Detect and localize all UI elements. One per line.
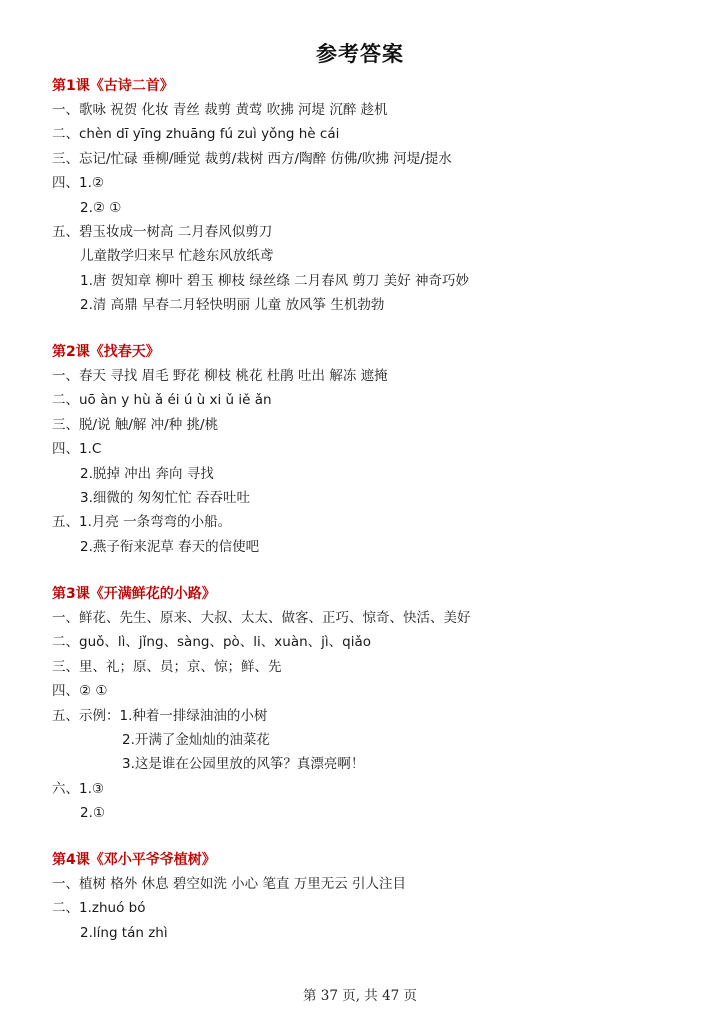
lesson-heading: 第2课《找春天》 — [52, 344, 160, 360]
answer-row: 五、示例：1.种着一排绿油油的小树 — [52, 707, 268, 724]
answer-row: 一、春天 寻找 眉毛 野花 柳枝 桃花 杜鹃 吐出 解冻 遮掩 — [52, 368, 388, 384]
answer-row: 2.开满了金灿灿的油菜花 — [122, 731, 270, 748]
answer-row: 六、1.③ — [52, 780, 104, 797]
lesson-heading: 第4课《邓小平爷爷植树》 — [52, 852, 216, 868]
lesson-3 — [52, 582, 692, 826]
answer-row: 2.清 高鼎 早春二月轻快明丽 儿童 放风筝 生机勃勃 — [80, 297, 385, 314]
answer-row: 2.① — [80, 805, 105, 822]
page-title: 参考答案 — [316, 42, 404, 66]
answer-row: 3.细微的 匆匆忙忙 吞吞吐吐 — [80, 489, 250, 506]
answer-row: 二、guǒ、lì、jǐng、sàng、pò、li、xuàn、jì、qiǎo — [52, 634, 372, 651]
lesson-2 — [52, 340, 692, 559]
answer-row: 2.líng tán zhì — [80, 924, 168, 941]
answer-row: 四、1.C — [52, 441, 102, 458]
answer-row: 一、鲜花、先生、原来、大叔、太太、做客、正巧、惊奇、快活、美好 — [52, 610, 471, 626]
answer-row: 3.这是谁在公园里放的风筝？真漂亮啊！ — [122, 756, 365, 773]
answer-row: 二、chèn dī yīng zhuāng fú zuì yǒng hè cái — [52, 126, 340, 143]
answer-row: 二、1.zhuó bó — [52, 900, 146, 917]
answer-row: 2.② ① — [80, 199, 122, 216]
answer-row: 二、uō àn y hù ǎ éi ú ù xi ǔ iě ǎn — [52, 392, 272, 409]
answer-row: 三、忘记/忙碌 垂柳/睡觉 裁剪/栽树 西方/陶醉 仿佛/吹拂 河堤/提水 — [52, 150, 452, 167]
answer-row: 四、② ① — [52, 683, 108, 700]
answer-row: 三、里、礼；原、员；京、惊；鲜、先 — [52, 658, 282, 675]
answer-row: 五、1.月亮 一条弯弯的小船。 — [52, 514, 232, 531]
answer-row: 一、植树 格外 休息 碧空如洗 小心 笔直 万里无云 引人注目 — [52, 876, 407, 892]
answer-row: 四、1.② — [52, 175, 104, 192]
answer-row: 儿童散学归来早 忙趁东风放纸鸢 — [80, 248, 274, 265]
lesson-1 — [52, 74, 692, 318]
answer-row: 一、歌咏 祝贺 化妆 青丝 裁剪 黄莺 吹拂 河堤 沉醉 趁机 — [52, 102, 388, 118]
lesson-heading: 第3课《开满鲜花的小路》 — [52, 586, 216, 602]
answer-row: 1.唐 贺知章 柳叶 碧玉 柳枝 绿丝绦 二月春风 剪刀 美好 神奇巧妙 — [80, 272, 470, 289]
page-footer: 第 37 页, 共 47 页 — [302, 988, 418, 1004]
answer-row: 2.燕子衔来泥草 春天的信使吧 — [80, 538, 260, 555]
answer-row: 五、碧玉妆成一树高 二月春风似剪刀 — [52, 223, 273, 240]
answer-row: 三、脱/说 触/解 冲/种 挑/桃 — [52, 416, 219, 433]
answer-row: 2.脱掉 冲出 奔向 寻找 — [80, 465, 214, 482]
lesson-4 — [52, 848, 692, 945]
lesson-heading: 第1课《古诗二首》 — [52, 78, 174, 94]
